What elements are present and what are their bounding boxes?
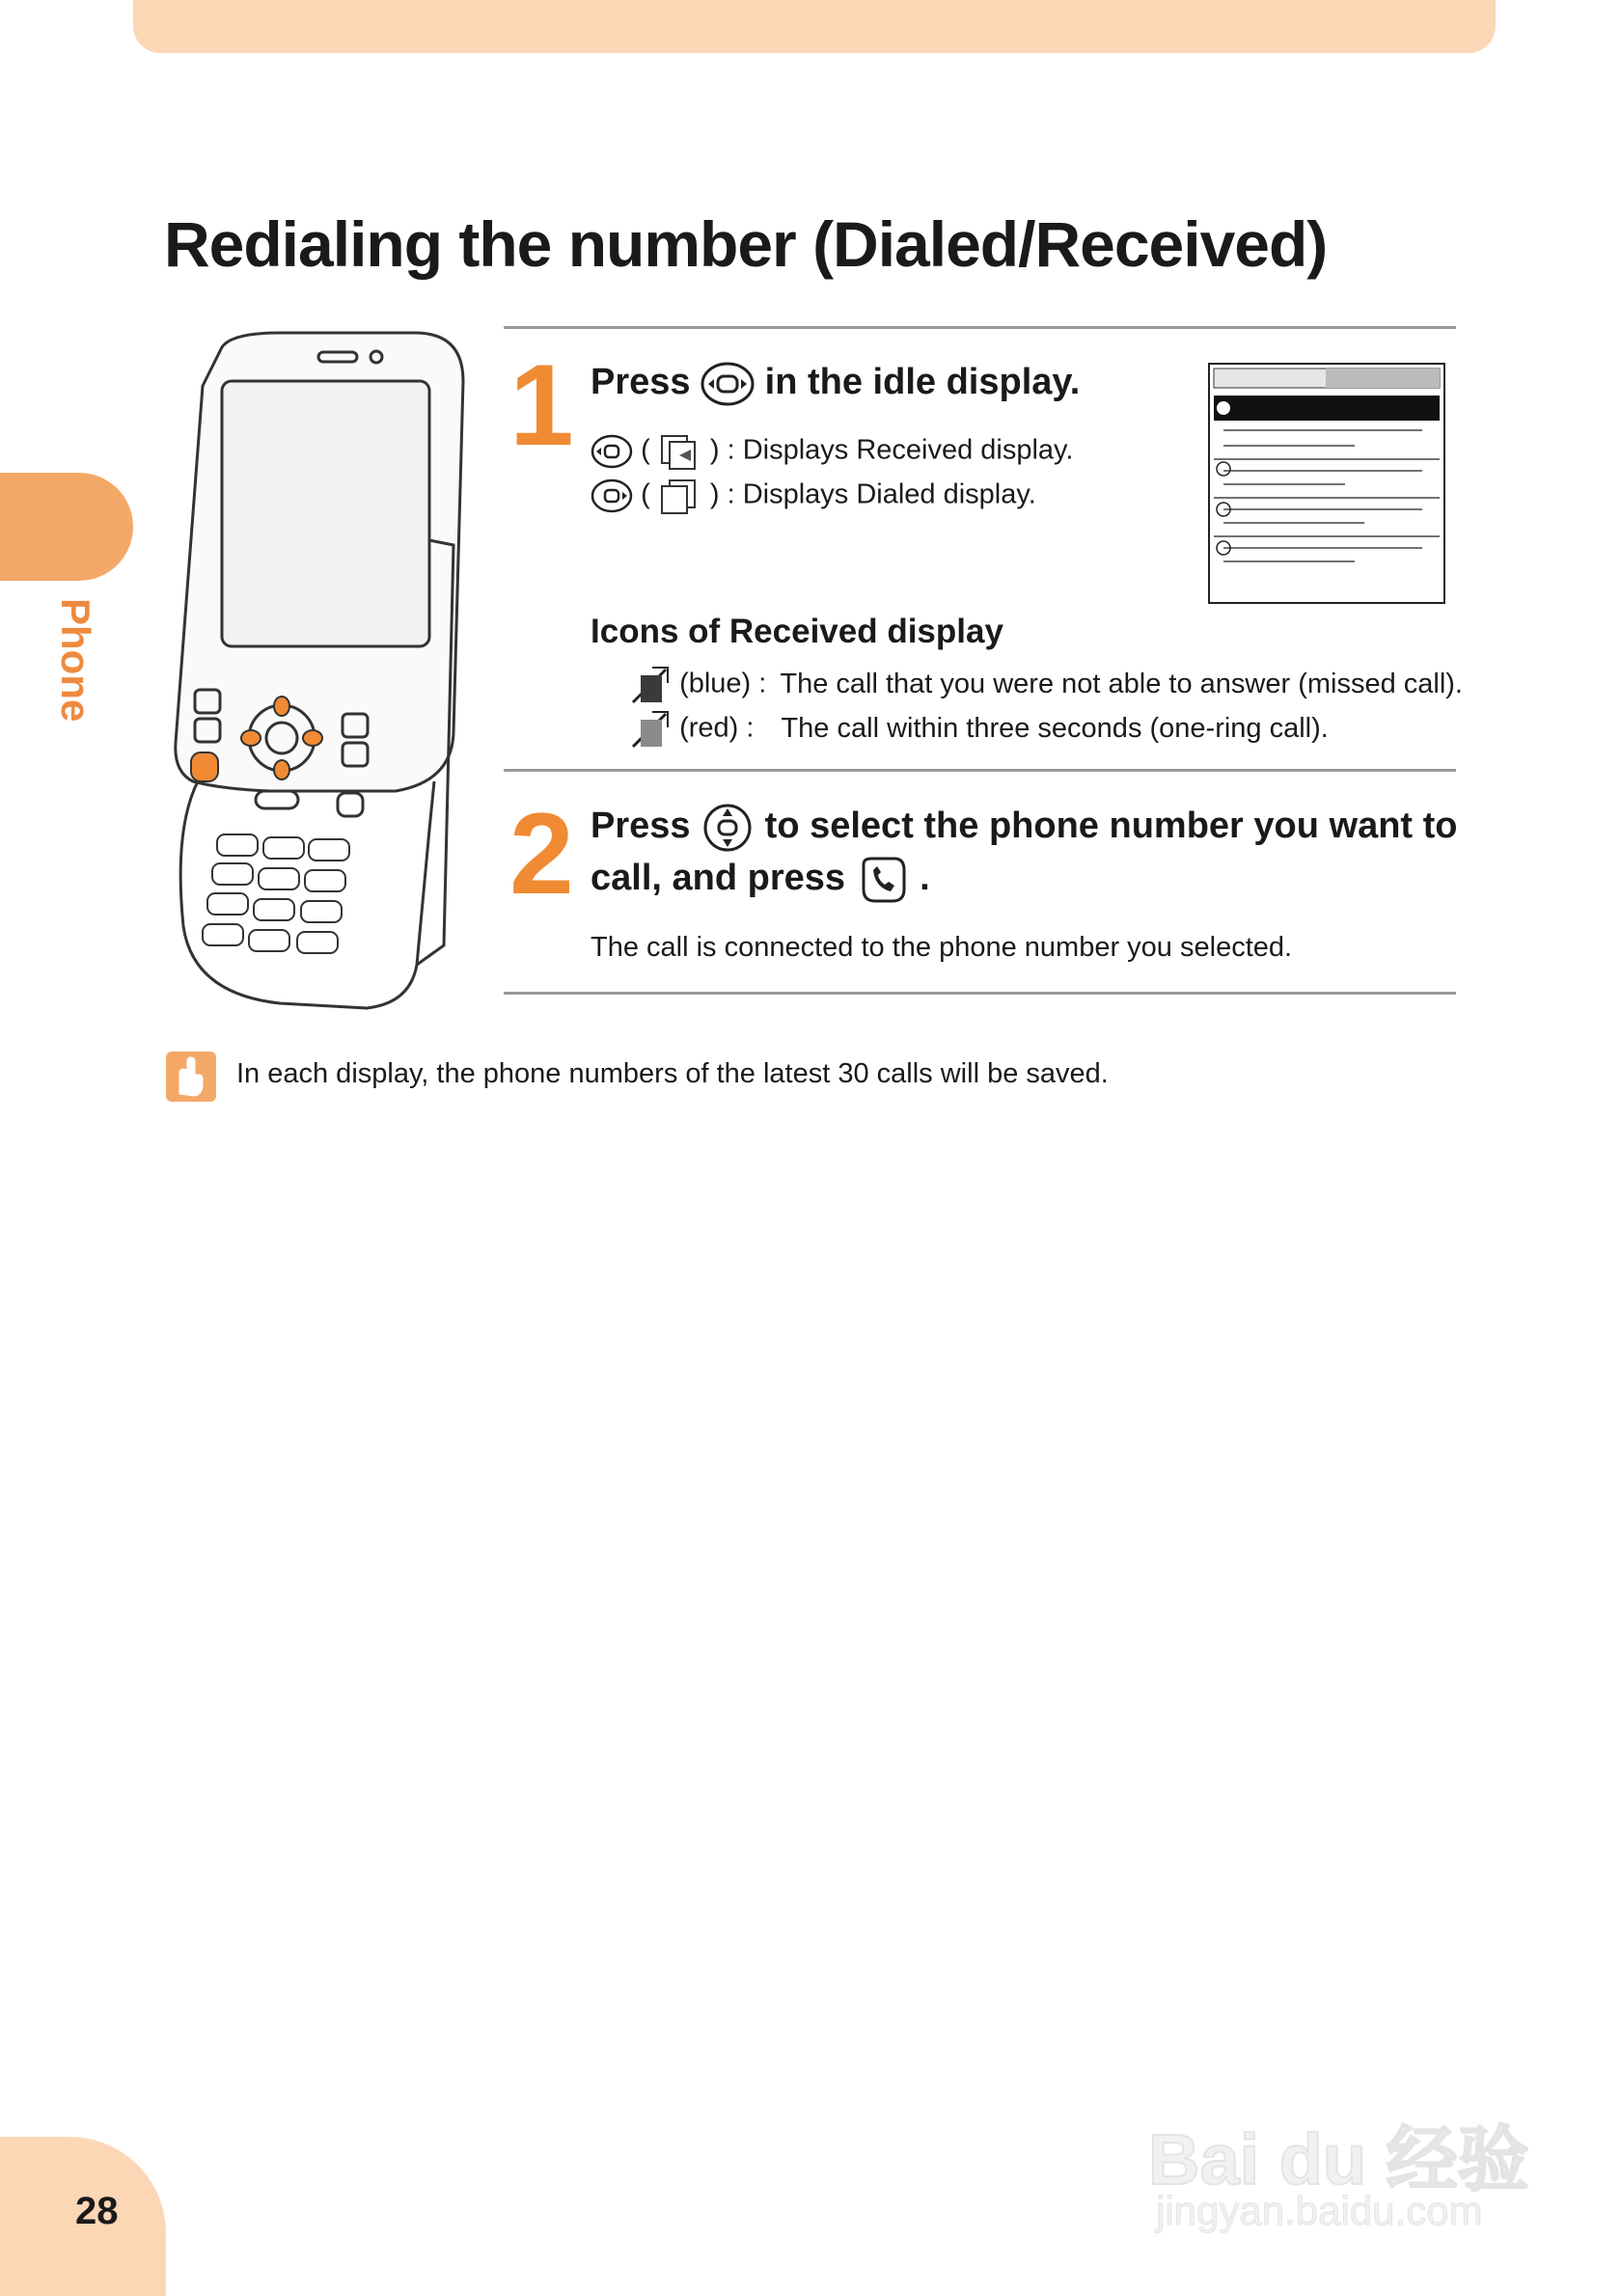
baidu-watermark: Bai du 经验 jingyan.baidu.com [1148,2119,1529,2233]
top-banner [133,0,1496,53]
side-key-icon [701,361,755,407]
left-key-icon [591,433,633,470]
step1-heading: Press in the idle display. [591,361,1080,407]
missed-call-icon [627,664,672,706]
rule-bottom [504,992,1456,995]
icons-heading: Icons of Received display [591,613,1003,650]
rule-middle [504,769,1456,772]
one-ring-icon [627,708,672,751]
step2-description: The call is connected to the phone number you selected. [591,932,1293,963]
phone-illustration [164,328,482,1023]
right-key-icon [591,478,633,514]
missed-call-row: (blue) : The call that you were not able to answer (missed call). [627,664,1463,706]
call-key-icon [856,855,910,905]
dialed-icon [658,477,702,515]
step2-heading-line2: call, and press . [591,855,930,905]
dialed-line: ( ) : Displays Dialed display. [591,477,1036,515]
up-down-key-icon [701,803,755,853]
section-label: Phone [53,598,98,723]
step2-heading-line1: Press to select the phone number you want to [591,803,1458,853]
section-tab [0,473,133,581]
note-text: In each display, the phone numbers of the latest 30 calls will be saved. [236,1058,1109,1089]
page-number: 28 [75,2190,119,2232]
step-number-2: 2 [509,789,574,918]
one-ring-row: (red) : The call within three seconds (one-ring call). [627,708,1329,751]
received-line: ( ) : Displays Received display. [591,432,1073,471]
received-icon [658,432,702,471]
screen-mock [1208,363,1445,604]
screen-rows [1210,365,1443,602]
page-title: Redialing the number (Dialed/Received) [164,208,1328,280]
step-number-1: 1 [509,341,574,470]
rule-top [504,326,1456,329]
hand-pointer-icon [166,1052,216,1102]
